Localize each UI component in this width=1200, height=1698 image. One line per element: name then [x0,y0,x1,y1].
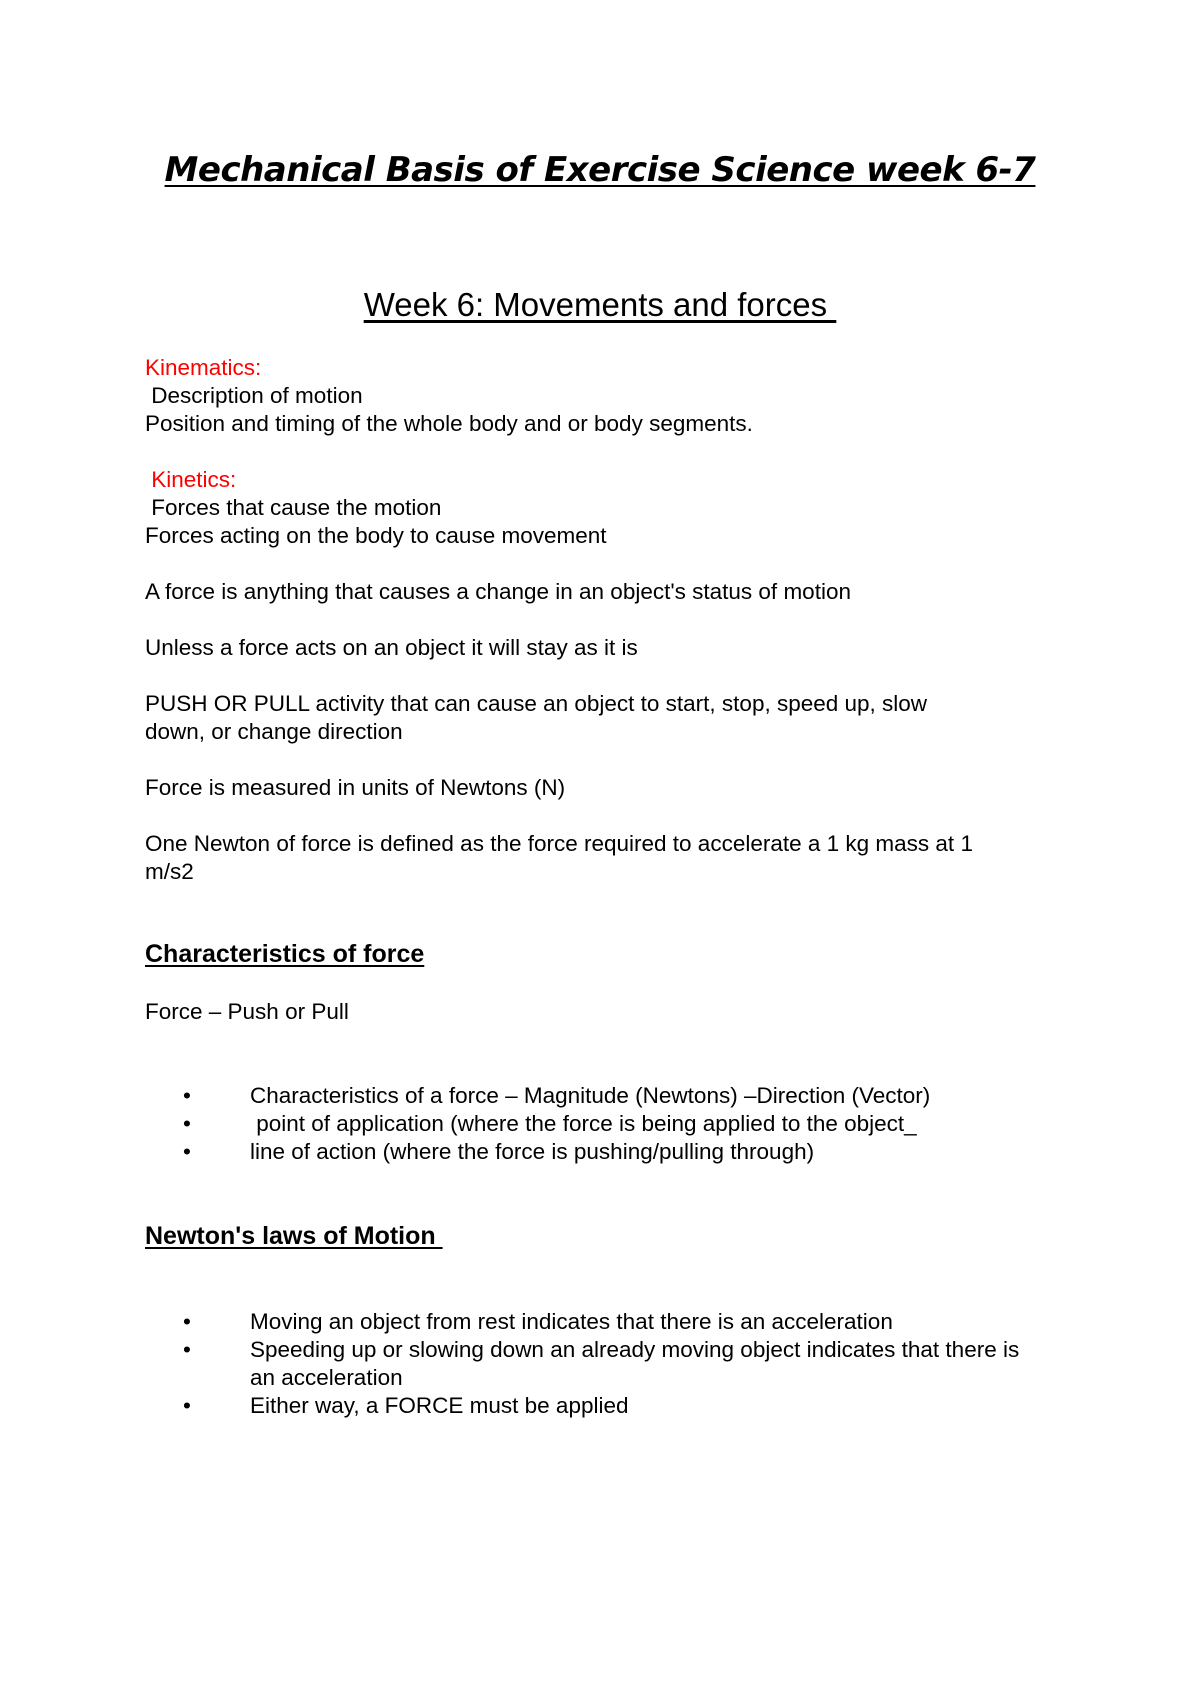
list-item-text: Either way, a FORCE must be applied [250,1393,629,1418]
bullet-icon: • [183,1337,191,1362]
list-item [177,1138,1077,1166]
push-pull-line-1: PUSH OR PULL activity that can cause an object to start, stop, speed up, slow [145,691,928,716]
list-item [177,1082,1077,1110]
characteristics-intro: Force – Push or Pull [145,999,349,1024]
bullet-icon: • [183,1083,191,1108]
force-definition: A force is anything that causes a change in an object's status of motion [145,579,851,604]
list-item [177,1308,1077,1336]
characteristics-heading: Characteristics of force [145,940,425,968]
list-item-text: Speeding up or slowing down an already moving object indicates that there is [250,1337,1020,1362]
kinetics-description: Forces that cause the motion [145,495,442,520]
unless-force-paragraph: Unless a force acts on an object it will stay as it is [145,635,638,660]
kinematics-description: Description of motion [145,383,363,408]
list-item-text: line of action (where the force is pushing/pulling through) [250,1139,815,1164]
list-item-text-continued: an acceleration [250,1365,403,1390]
one-newton-line-2: m/s2 [145,859,194,884]
kinetics-detail: Forces acting on the body to cause movement [145,523,607,548]
push-pull-line-2: down, or change direction [145,719,403,744]
bullet-icon: • [183,1309,191,1334]
list-item-text: Moving an object from rest indicates that there is an acceleration [250,1309,893,1334]
week-6-heading: Week 6: Movements and forces [363,286,837,323]
document-title: Mechanical Basis of Exercise Science week 6-7 [164,150,1036,190]
list-item [177,1110,1077,1138]
list-item-text: Characteristics of a force – Magnitude (Newtons) –Direction (Vector) [250,1083,931,1108]
newtons-laws-heading: Newton's laws of Motion [145,1222,443,1250]
bullet-icon: • [183,1111,191,1136]
list-item [177,1392,1077,1420]
list-item [177,1336,1077,1392]
kinematics-detail: Position and timing of the whole body and or body segments. [145,411,753,436]
newtons-units-paragraph: Force is measured in units of Newtons (N) [145,775,566,800]
one-newton-line-1: One Newton of force is defined as the force required to accelerate a 1 kg mass at 1 [145,831,973,856]
kinetics-label: Kinetics: [145,467,237,492]
bullet-icon: • [183,1139,191,1164]
kinematics-label: Kinematics: [145,355,262,380]
bullet-icon: • [183,1393,191,1418]
list-item-text: point of application (where the force is being applied to the object_ [250,1111,917,1136]
